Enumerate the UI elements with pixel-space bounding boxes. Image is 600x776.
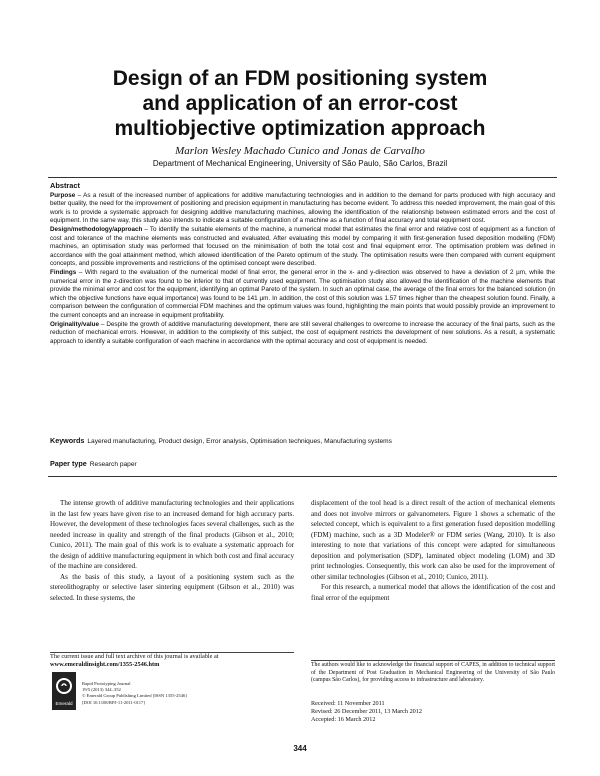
abstract-bottom-rule [48, 476, 557, 477]
affiliation: Department of Mechanical Engineering, University of São Paulo, São Carlos, Brazil [152, 159, 448, 168]
accepted-date: Accepted: 16 March 2012 [311, 716, 376, 724]
journal-info [82, 681, 187, 706]
findings-label: Findings [50, 268, 77, 276]
abstract-originality [50, 321, 555, 347]
paper-type-text: Research paper [89, 461, 137, 468]
keywords-label: Keywords [50, 436, 85, 445]
archive-line: The current issue and full text archive of this journal is available at [50, 653, 219, 660]
abstract-design [50, 226, 555, 269]
paper-type [50, 459, 555, 468]
journal-line: 19/5 (2013) 344–352 [82, 687, 121, 693]
dates [311, 700, 422, 725]
revised-date: Revised: 26 December 2011, 13 March 2012 [311, 708, 422, 716]
page-number: 344 [293, 744, 307, 753]
purpose-text: – As a result of the increased number of applications for additive manufacturing technologies and in addition to the demand for parts produced with high accuracy and better quality, the need for the improvement of positioning and precision equipment in manufacturing has become evident. To address this needed improvement, the main goal of this work is to provide a systematic approach for designing additive manufacturing machines, allowing the identification of the relationship between estimated errors and the cost of equipment. In the same way, this study also intends to indicate a suitable configuration of a machine as a function of final accuracy and total equipment cost. [50, 191, 555, 225]
findings-text: – With regard to the evaluation of the numerical model of final error, the general error in the x- and y-direction was observed to have a deviation of 2 µm, while the numerical error in the z-direction was found to be inferior to that of currently used equipment. The optimisation study also allowed the identification of the machine elements that provide the minimal error and cost for the equipment, identifying an optimal Pareto of the system. In such an optimal case, the average of the final errors for the balanced solution (in which the objective functions have equal importance) was found to be 141 µm. In addition, the cost of this solution was 1.57 times higher than the cheapest solution found. Finally, a comparison between the configuration of commercial FDM machines and the optimum values was found, highlighting the main points that would possibly provide an improvement to the current concepts and an increase in equipment profitability. [50, 268, 555, 319]
journal-line: © Emerald Group Publishing Limited [ISSN 1355-2546] [82, 693, 187, 699]
body-column-right [311, 498, 555, 603]
purpose-label: Purpose [50, 191, 76, 199]
body-paragraph: displacement of the tool head is a direct result of the action of mechanical elements and does not involve mirrors or galvanometers. Figure 1 shows a schematic of the selected concept, which is equivalent to a first generation fused deposition modelling (FDM) machine, such as a 3D Modeler® or FDM series (Wang, 2010). It is also interesting to note that variations of this concept were adapted for simultaneous deposition and polymerisation (SDP), laminated object modeling (LOM) and 3D print technologies. Consequently, this work can also be used for the improvement of other similar technologies (Gibson et al., 2010; Cunico, 2011). [311, 499, 555, 581]
journal-line: Rapid Prototyping Journal [82, 681, 131, 686]
body-paragraph: As the basis of this study, a layout of a positioning system such as the stereolithography or selective laser sintering equipment (Gibson et al., 2010) was selected. In these systems, the [50, 572, 294, 602]
archive-url: www.emeraldinsight.com/1355-2546.htm [50, 661, 160, 669]
title-line: multiobjective optimization approach [114, 117, 486, 140]
abstract-heading: Abstract [50, 181, 80, 190]
design-label: Design/methodology/approach [50, 225, 143, 233]
footer-rule-right [311, 660, 555, 661]
received-date: Received: 11 November 2011 [311, 700, 385, 707]
paper-title [40, 66, 560, 141]
emerald-logo-icon [52, 672, 76, 710]
paper-type-label: Paper type [50, 459, 87, 468]
keywords [50, 436, 555, 445]
journal-line: [DOI 10.1108/RPJ-11-2011-0117] [82, 699, 145, 705]
abstract-findings [50, 269, 555, 321]
body-paragraph: The intense growth of additive manufacturing technologies and their applications in the last few years have given rise to an increased demand for high accuracy parts. However, the development of these technologies faces several challenges, such as the needed increase in quality and strength of the final products (Gibson et al., 2010; Cunico, 2011). The main goal of this work is to evaluate a systematic approach for the design of additive manufacturing equipment in which both cost and final accuracy of the machine are considered. [50, 499, 294, 570]
originality-label: Originality/value [50, 320, 99, 328]
body-paragraph: For this research, a numerical model that allows the identification of the cost and final error of the equipment [311, 583, 555, 602]
body-column-left [50, 498, 294, 603]
title-line: Design of an FDM positioning system [112, 67, 488, 90]
abstract-purpose [50, 192, 555, 226]
abstract-top-rule [48, 177, 557, 178]
abstract-block [50, 182, 555, 346]
originality-text: – Despite the growth of additive manufacturing development, there are still several challenges to overcome to increase the accuracy of the final parts, such as the reduction of mechanical errors. However, in addition to the complexity of this subject, the cost of equipment restricts the development of new solutions. As a result, a systematic approach to identify a suitable configuration of each machine in accordance with the optimal accuracy and cost of equipment is needed. [50, 320, 555, 345]
authors: Marlon Wesley Machado Cunico and Jonas de Carvalho [175, 145, 425, 157]
archive-note [50, 653, 300, 670]
title-line: and application of an error-cost [142, 92, 458, 115]
logo-text: Emerald [55, 701, 73, 706]
acknowledgement: The authors would like to acknowledge the financial support of CAPES, in addition to technical support of the Department of Post Graduation in Mechanical Engineering of the University of São Paulo (campus São Carlos), for providing access to infrastructure and laboratory. [311, 662, 555, 684]
keywords-text: Layered manufacturing, Product design, Error analysis, Optimisation techniques, Manufacturing systems [87, 438, 392, 445]
design-text: – To identify the suitable elements of the machine, a numerical model that estimates the final error and relative cost of equipment as a function of cost and tolerance of the machine elements was constructed and evaluated. After evaluating this model by comparing it with first-generation fused deposition modelling (FDM) machines, an optimisation study was performed that focused on the minimisation of both the total cost and final equipment error. The optimisation problem was defined in accordance with the goal attainment method, which allowed identification of the Pareto optimum of the study. The optimisation results were then compared with current equipment concepts, and possible improvements and restrictions of the optimised concept were described. [50, 225, 555, 268]
